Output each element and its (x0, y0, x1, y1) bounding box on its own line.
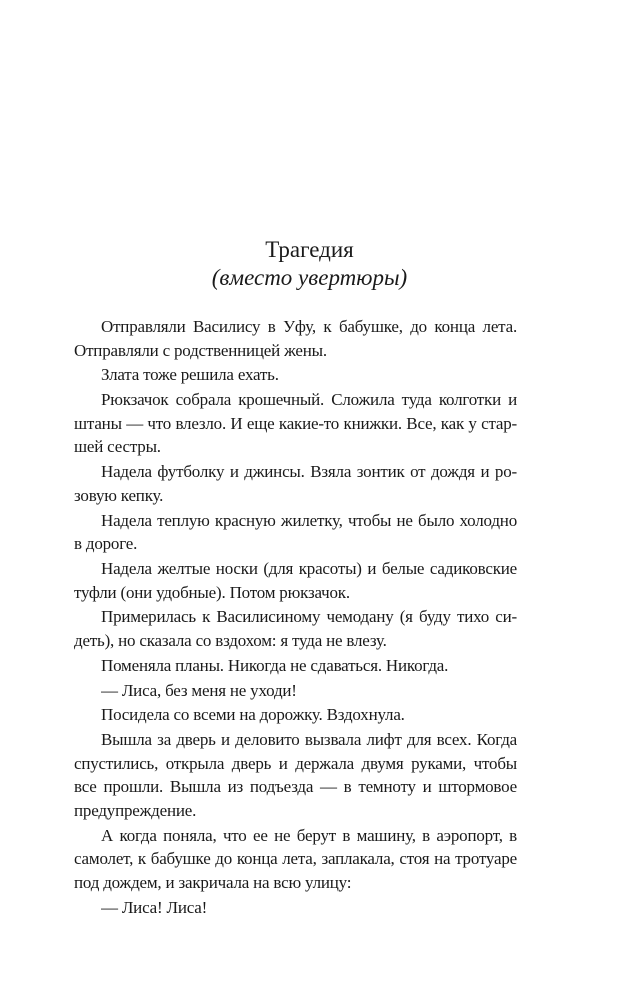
text-line: под дождем, и закричала на всю улицу: (74, 873, 352, 892)
text-line: Надела футболку и джинсы. Взяла зонтик от дождя и ро- (101, 462, 517, 482)
text-line: Поменяла планы. Никогда не сдаваться. Никогда. (101, 655, 449, 675)
text-line: Примерилась к Василисиному чемодану (я буду тихо си- (101, 607, 517, 627)
text-line: деть), но сказала со вздохом: я туда не влезу. (74, 631, 387, 650)
text-line: Рюкзачок собрала крошечный. Сложила туда колготки и (101, 390, 517, 410)
text-line: в дороге. (74, 534, 138, 554)
text-line: Посидела со всеми на дорожку. Вздохнула. (101, 705, 405, 725)
text-line: туфли (они удобные). Потом рюкзачок. (74, 582, 350, 602)
text-line: шей сестры. (74, 437, 161, 457)
text-line: зовую кепку. (74, 485, 164, 505)
text-line: спустились, открыла дверь и держала двумя руками, чтобы (74, 753, 517, 773)
chapter-heading (0, 236, 619, 292)
chapter-subtitle: (вместо увертюры) (211, 265, 408, 290)
text-line: штаны — что влезло. И еще какие-то книжки. Все, как у стар- (74, 413, 517, 433)
text-line: все прошли. Вышла из подъезда — в темноту и штормовое (74, 777, 517, 797)
chapter-title: Трагедия (265, 237, 354, 262)
text-line: Отправляли Василису в Уфу, к бабушке, до конца лета. (101, 317, 517, 336)
text-line: предупреждение. (74, 801, 197, 820)
text-line: Злата тоже решила ехать. (101, 365, 279, 385)
text-line: Отправляли с родственницей жены. (74, 340, 327, 360)
text-line: Надела желтые носки (для красоты) и белые садиковские (101, 559, 517, 578)
text-line: самолет, к бабушке до конца лета, заплакала, стоя на тротуаре (74, 849, 517, 869)
text-line: Надела теплую красную жилетку, чтобы не было холодно (101, 510, 517, 530)
text-line: А когда поняла, что ее не берут в машину, в аэропорт, в (101, 825, 517, 845)
text-line: Вышла за дверь и деловито вызвала лифт для всех. Когда (101, 730, 517, 750)
text-line: — Лиса! Лиса! (101, 897, 208, 917)
text-line: — Лиса, без меня не уходи! (101, 680, 297, 700)
